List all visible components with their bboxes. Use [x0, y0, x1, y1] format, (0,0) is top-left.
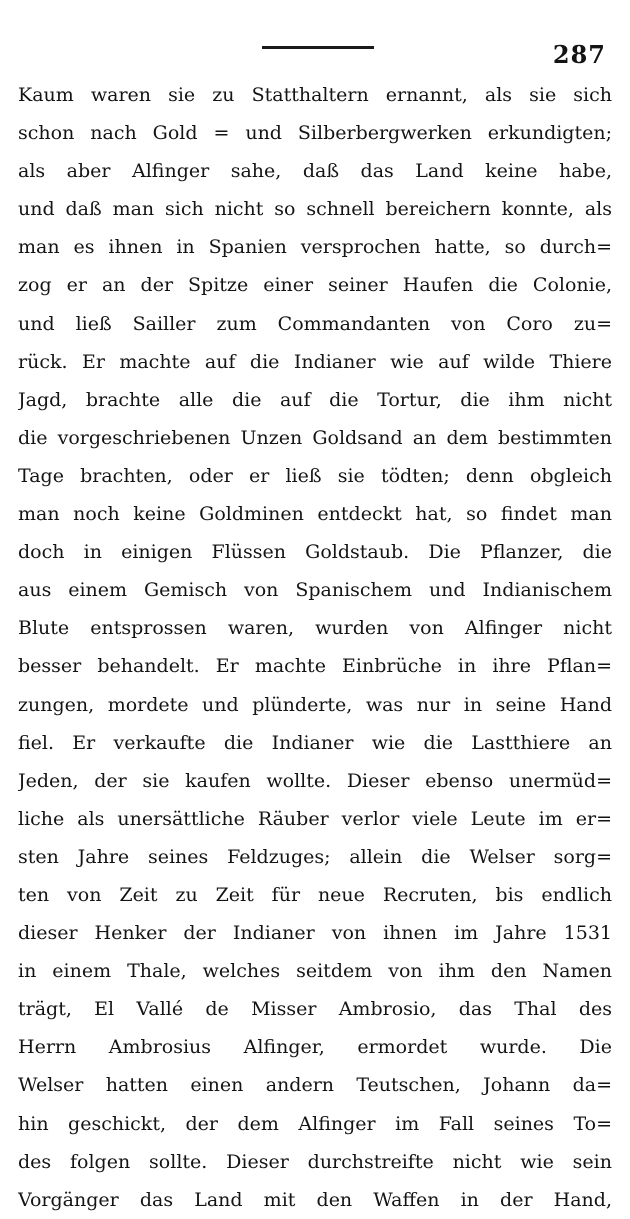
- text-line: dieser Henker der Indianer von ihnen im Jahre 1531: [18, 922, 612, 945]
- text-line: fiel. Er verkaufte die Indianer wie die Lastthiere an: [18, 731, 612, 754]
- text-line: zungen, mordete und plünderte, was nur in seine Hand: [18, 693, 612, 716]
- text-line: Tage brachten, oder er ließ sie tödten; denn obgleich: [18, 464, 612, 487]
- text-line: Blute entsprossen waren, wurden von Alfinger nicht: [18, 617, 612, 640]
- text-line: ten von Zeit zu Zeit für neue Recruten, bis endlich: [18, 883, 612, 906]
- text-line: als aber Alfinger sahe, daß das Land keine habe,: [18, 160, 612, 183]
- text-line: und daß man sich nicht so schnell bereichern konnte, als: [18, 198, 612, 221]
- text-line: Welser hatten einen andern Teutschen, Johann da=: [18, 1074, 612, 1097]
- text-line: die vorgeschriebenen Unzen Goldsand an dem bestimmten: [18, 426, 612, 449]
- header-rule: [262, 46, 374, 49]
- text-line: hin geschickt, der dem Alfinger im Fall seines To=: [18, 1112, 612, 1135]
- text-line: zog er an der Spitze einer seiner Haufen die Colonie,: [18, 274, 612, 297]
- text-line: doch in einigen Flüssen Goldstaub. Die Pflanzer, die: [18, 541, 612, 564]
- text-line: man noch keine Goldminen entdeckt hat, so findet man: [18, 503, 612, 526]
- body-text: [18, 76, 612, 1219]
- text-line: schon nach Gold = und Silberbergwerken erkundigten;: [18, 122, 612, 145]
- text-line: Jagd, brachte alle die auf die Tortur, die ihm nicht: [18, 388, 612, 411]
- text-line: rück. Er machte auf die Indianer wie auf wilde Thiere: [18, 350, 612, 373]
- text-line: Kaum waren sie zu Statthaltern ernannt, als sie sich: [18, 84, 612, 106]
- text-line: man es ihnen in Spanien versprochen hatte, so durch=: [18, 236, 612, 259]
- page-number: 287: [552, 40, 606, 69]
- text-line: Jeden, der sie kaufen wollte. Dieser ebenso unermüd=: [18, 769, 612, 792]
- text-line: und ließ Sailler zum Commandanten von Coro zu=: [18, 312, 612, 335]
- text-line: Vorgänger das Land mit den Waffen in der Hand,: [18, 1188, 612, 1211]
- text-line: trägt, El Vallé de Misser Ambrosio, das Thal des: [18, 998, 612, 1021]
- text-line: sten Jahre seines Feldzuges; allein die Welser sorg=: [18, 845, 612, 868]
- text-line: des folgen sollte. Dieser durchstreifte nicht wie sein: [18, 1150, 612, 1173]
- text-line: in einem Thale, welches seitdem von ihm den Namen: [18, 960, 612, 983]
- text-line: besser behandelt. Er machte Einbrüche in ihre Pflan=: [18, 655, 612, 678]
- text-line: liche als unersättliche Räuber verlor viele Leute im er=: [18, 807, 612, 830]
- text-line: Herrn Ambrosius Alfinger, ermordet wurde. Die: [18, 1036, 612, 1059]
- text-line: aus einem Gemisch von Spanischem und Indianischem: [18, 579, 612, 602]
